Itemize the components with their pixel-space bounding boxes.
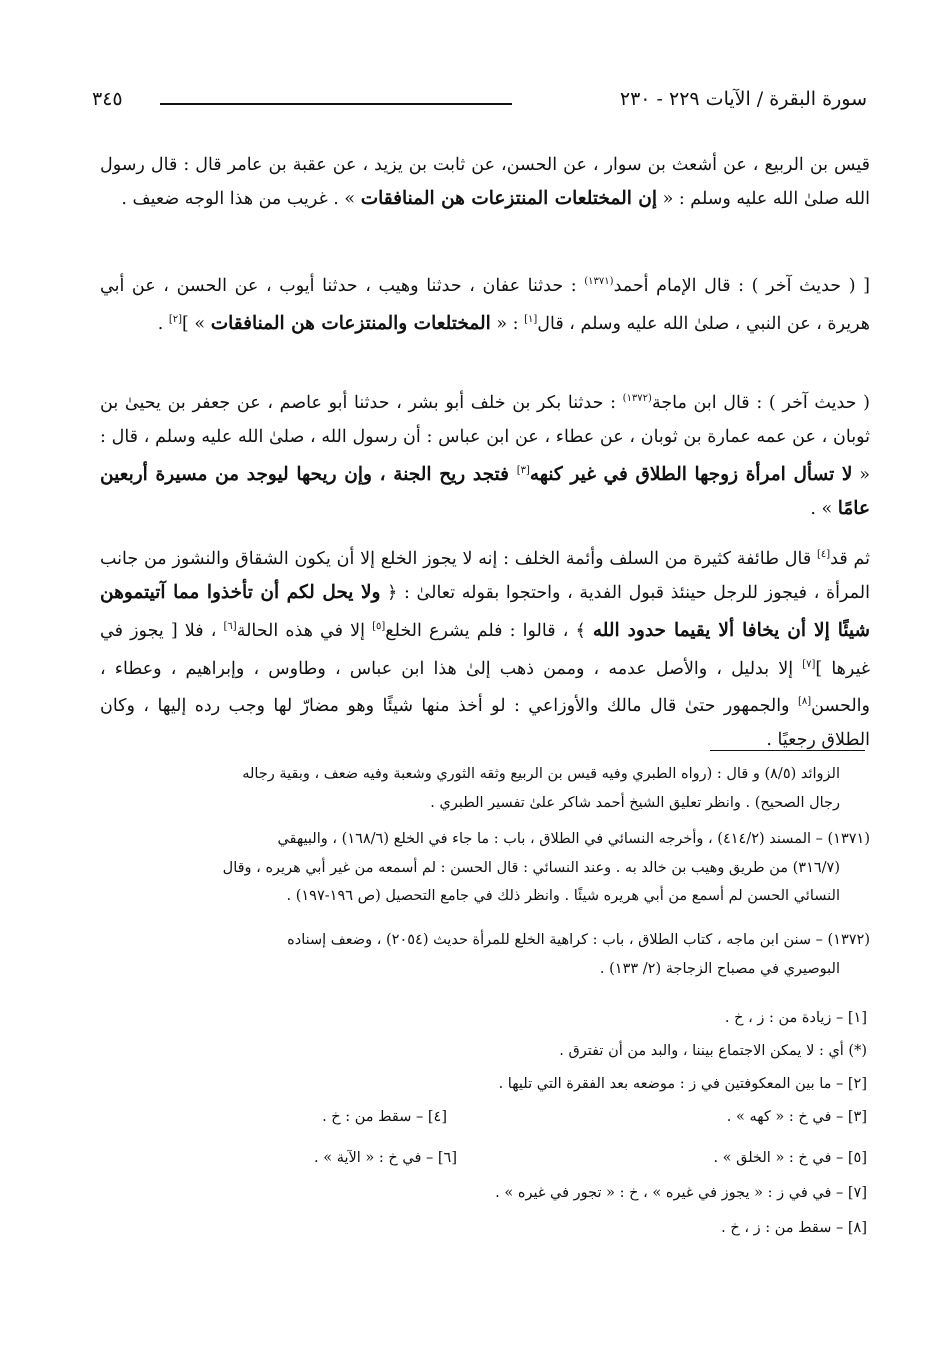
p4-note-6: [٦] — [223, 620, 237, 632]
p3-hadith-text-2: فتجد ريح الجنة ، وإن ريحها ليوجد من مسيرة أربعين عامًا — [100, 463, 870, 519]
p2-note-2: [٢] — [168, 313, 183, 325]
p1-text: قيس بن الربيع ، عن أشعث بن سوار ، عن الحسن، عن ثابت بن يزيد ، عن عقبة بن عامر قال : قال رسول الله صلىٰ الله عليه وسلم : « — [100, 155, 870, 209]
footnote-line: النسائي الحسن لم أسمع من أبي هريره شيئًا . وانظر ذلك في جامع التحصيل (ص ١٩٦-١٩٧) . — [286, 888, 840, 904]
p3-hadith-text-1: لا تسأل امرأة زوجها الطلاق في غير كنهه — [529, 463, 853, 485]
p2-ref-marker: (١٣٧١) — [584, 276, 614, 287]
variant-note-6: [٦] – في خ : « الآية » . — [314, 1150, 457, 1166]
footnote-1371 — [100, 825, 870, 911]
p3-note-3: [٣] — [516, 464, 530, 476]
variant-note-5: [٥] – في خ : « الخلق » . — [713, 1150, 867, 1166]
p4-note-8: [٨] — [797, 696, 812, 708]
p2-text-b: : حدثنا عفان ، حدثنا وهيب ، حدثنا أيوب ، عن الحسن ، عن أبي هريرة ، عن النبي ، صلىٰ الله عليه وسلم ، قال — [100, 275, 870, 334]
variant-note-1: [١] – زيادة من : ز ، خ . — [724, 1010, 867, 1026]
p4-text-c: ﴾ ، قالوا : فلم يشرع الخلع — [385, 620, 593, 641]
paragraph-hadith-3 — [100, 382, 870, 526]
variant-note-star: (*) أي : لا يمكن الاجتماع بيننا ، والبد من أن تفترق . — [559, 1043, 867, 1059]
p2-note-1: [١] — [524, 313, 538, 325]
variant-note-3: [٣] – في خ : « كهه » . — [726, 1109, 867, 1125]
p4-text-g: والجمهور حتىٰ قال مالك والأوزاعي : لو أخذ منها شيئًا وهو مضارّ لها وجب رده إليها ، وكان الطلاق رجعيًا . — [100, 696, 870, 751]
paragraph-commentary — [100, 538, 870, 757]
p3-ref-marker: (١٣٧٢) — [622, 393, 652, 404]
p2-text-c: : « — [490, 313, 525, 334]
p3-text-b: : حدثنا بكر بن خلف أبو بشر ، حدثنا أبو عاصم ، عن جعفر بن يحيىٰ بن ثوبان ، عن عمه عمارة بن ثوبان ، عن عطاء ، عن ابن عباس : أن رسول الله ، صلىٰ الله عليه وسلم ، قال : « — [100, 392, 870, 485]
p3-text-a: ( حديث آخر ) : قال ابن ماجة — [651, 392, 870, 413]
p2-text-a: [ ( حديث آخر ) : قال الإمام أحمد — [613, 275, 871, 296]
p4-note-4: [٤] — [816, 549, 831, 560]
footnote-line: الزوائد (٨/٥) و قال : (رواه الطبري وفيه قيس بن الربيع وثقه الثوري وشعبة وفيه ضعف ، وبقية رجاله — [242, 766, 840, 782]
p2-text-d: » ] — [182, 313, 211, 334]
p3-text-c: » . — [810, 498, 838, 519]
p4-note-7: [٧] — [802, 658, 816, 670]
p2-text-e: . — [157, 313, 169, 334]
footnote-line: (١٣٧٢) – سنن ابن ماجه ، كتاب الطلاق ، باب : كراهية الخلع للمرأة حديث (٢٠٥٤) ، وضعف إسناده — [287, 932, 870, 948]
p1-tail: » . غريب من هذا الوجه ضعيف . — [121, 189, 361, 209]
p4-text-a: ثم قد — [830, 548, 870, 569]
page-number: ٣٤٥ — [92, 88, 123, 110]
footnote-line: البوصيري في مصباح الزجاجة (٢/ ١٣٣) . — [599, 960, 840, 977]
paragraph-hadith-1 — [100, 148, 870, 216]
footnote-line: (٣١٦/٧) من طريق وهيب بن خالد به . وعند النسائي : قال الحسن : لم أسمعه من غير أبي هريره ، وقال — [222, 859, 840, 876]
variant-note-4: [٤] – سقط من : خ . — [322, 1109, 447, 1125]
p1-hadith-text: إن المختلعات المنتزعات هن المنافقات — [360, 188, 658, 209]
p4-text-f: إلا بدليل ، والأصل عدمه ، وممن ذهب إلىٰ هذا ابن عباس ، وطاوس ، وإبراهيم ، وعطاء ، والحسن — [100, 658, 870, 717]
running-header-title: سورة البقرة / الآيات ٢٢٩ - ٢٣٠ — [619, 88, 867, 110]
variant-note-2: [٢] – ما بين المعكوفتين في ز : موضعه بعد الفقرة التي تليها . — [498, 1076, 867, 1092]
p4-note-5: [٥] — [372, 620, 386, 632]
paragraph-hadith-2 — [100, 265, 870, 341]
footnote-zawaid — [100, 760, 870, 817]
p4-text-b: قال طائفة كثيرة من السلف وأئمة الخلف : إنه لا يجوز الخلع إلا أن يكون الشقاق والنشوز من جانب المرأة ، فيجوز للرجل حينئذ قبول الفدية ، واحتجوا بقوله تعالىٰ : ﴿ — [100, 548, 870, 603]
footnote-line: (١٣٧١) – المسند (٤١٤/٢) ، وأخرجه النسائي في الطلاق ، باب : ما جاء في الخلع (١٦٨/٦) ، والبيهقي — [277, 831, 870, 847]
variant-note-7: [٧] – في في ز : « يجوز في غيره » ، خ : « تجور في غيره » . — [495, 1185, 867, 1201]
footnote-line: رجال الصحيح) . وانظر تعليق الشيخ أحمد شاكر علىٰ تفسير الطبري . — [430, 794, 840, 811]
p4-text-d: إلا في هذه الحالة — [236, 620, 373, 641]
p2-hadith-text: المختلعات والمنتزعات هن المنافقات — [210, 312, 491, 334]
p4-text-e: ، فلا [ يجوز في غيرها ] — [100, 620, 871, 679]
footnote-separator — [710, 750, 865, 751]
header-rule — [160, 103, 512, 105]
variant-note-8: [٨] – سقط من : ز ، خ . — [721, 1220, 867, 1236]
p4-quran-verse: ولا يحل لكم أن تأخذوا مما آتيتموهن شيئًا إلا أن يخافا ألا يقيما حدود الله — [100, 581, 871, 641]
footnote-1372 — [100, 926, 870, 983]
